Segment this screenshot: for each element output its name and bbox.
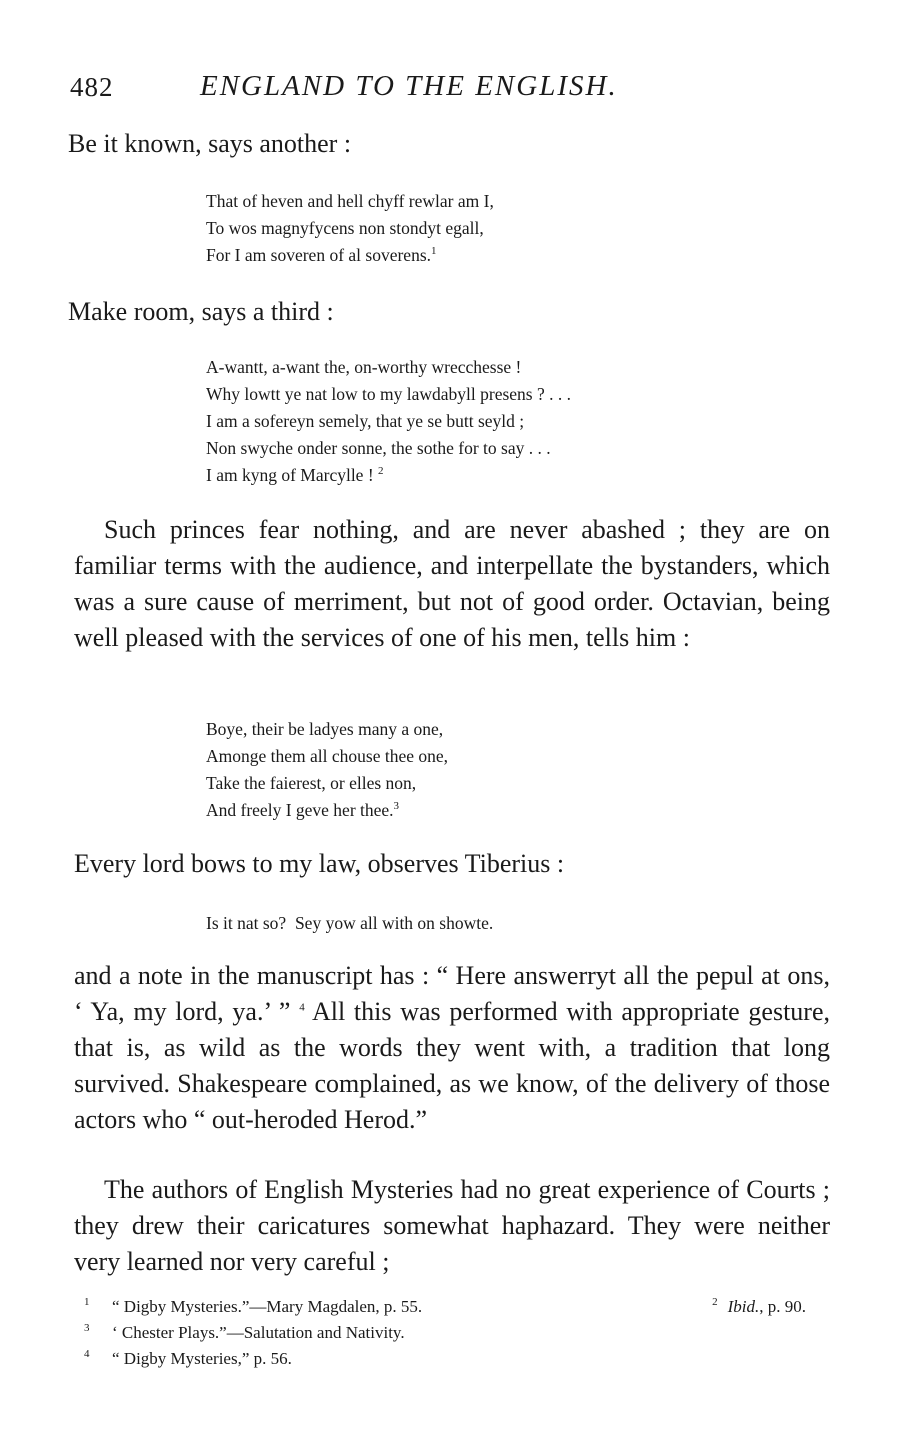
page-number: 482 bbox=[70, 72, 114, 102]
intro-line-2: Make room, says a third : bbox=[68, 297, 334, 326]
running-head bbox=[70, 70, 830, 110]
footnote-ref: 2 bbox=[378, 465, 384, 478]
paragraph-1: Such princes fear nothing, and are never abashed ; they are on familiar terms with the audience, and interpellate the bystanders, which was a sure cause of merriment, but not of good order. Octavian, being well pleased with the services of one of his men, tells him : bbox=[74, 515, 830, 652]
verse-block-3 bbox=[206, 716, 448, 824]
verse-line: Non swyche onder sonne, the sothe for to say . . . bbox=[206, 438, 551, 458]
verse-line: For I am soveren of al soverens.$^1$ bbox=[206, 245, 437, 265]
intro-line-1: Be it known, says another : bbox=[68, 129, 352, 158]
verse-line: Is it nat so? Sey yow all with on showte. bbox=[206, 913, 494, 933]
verse-line: Boye, their be ladyes many a one, bbox=[206, 719, 444, 739]
verse-line: A-wantt, a-want the, on-worthy wrecchesse ! bbox=[206, 357, 522, 377]
footnote: 2 Ibid., p. 90. bbox=[712, 1296, 806, 1316]
intro-line-3: Every lord bows to my law, observes Tiberius : bbox=[74, 849, 565, 878]
verse-block-4 bbox=[206, 910, 493, 937]
verse-block-1 bbox=[206, 188, 494, 269]
verse-line: I am a sofereyn semely, that ye se butt seyld ; bbox=[206, 411, 525, 431]
verse-line: Amonge them all chouse thee one, bbox=[206, 746, 449, 766]
verse-line: And freely I geve her thee.$^3$ bbox=[206, 800, 400, 820]
footnote: 1 “ Digby Mysteries.”—Mary Magdalen, p. 55. bbox=[84, 1296, 423, 1316]
footnote-ref: 4 bbox=[299, 1001, 305, 1014]
running-title: ENGLAND TO THE ENGLISH. bbox=[200, 70, 618, 102]
footnote: 3 ‘ Chester Plays.”—Salutation and Nativity. bbox=[84, 1322, 405, 1342]
paragraph-3: The authors of English Mysteries had no great experience of Courts ; they drew their caricatures somewhat haphazard. They were neither very learned nor very careful ; bbox=[74, 1175, 830, 1276]
verse-line: Why lowtt ye nat low to my lawdabyll presens ? . . . bbox=[206, 384, 571, 404]
verse-line: I am kyng of Marcylle ! $^2$ bbox=[206, 465, 384, 485]
verse-line: To wos magnyfycens non stondyt egall, bbox=[206, 218, 484, 238]
footnote-ref: 1 bbox=[431, 245, 437, 258]
footnote: 4 “ Digby Mysteries,” p. 56. bbox=[84, 1348, 292, 1368]
verse-line: Take the faierest, or elles non, bbox=[206, 773, 417, 793]
verse-block-2 bbox=[206, 354, 571, 489]
footnote-ref: 3 bbox=[393, 800, 400, 813]
footnotes bbox=[84, 1294, 824, 1372]
verse-line: That of heven and hell chyff rewlar am I, bbox=[206, 191, 494, 211]
paragraph-2: and a note in the manuscript has : “ Here answerryt all the pepul at ons, ‘ Ya, my lord, ya.’ ” $^4$ All this was performed with appropriate gesture, that is, as wild as the words they went with, a tradition that long survived. Shakespeare complained, as we know, of the delivery of those actors who “ out-heroded Herod.” bbox=[74, 961, 831, 1134]
